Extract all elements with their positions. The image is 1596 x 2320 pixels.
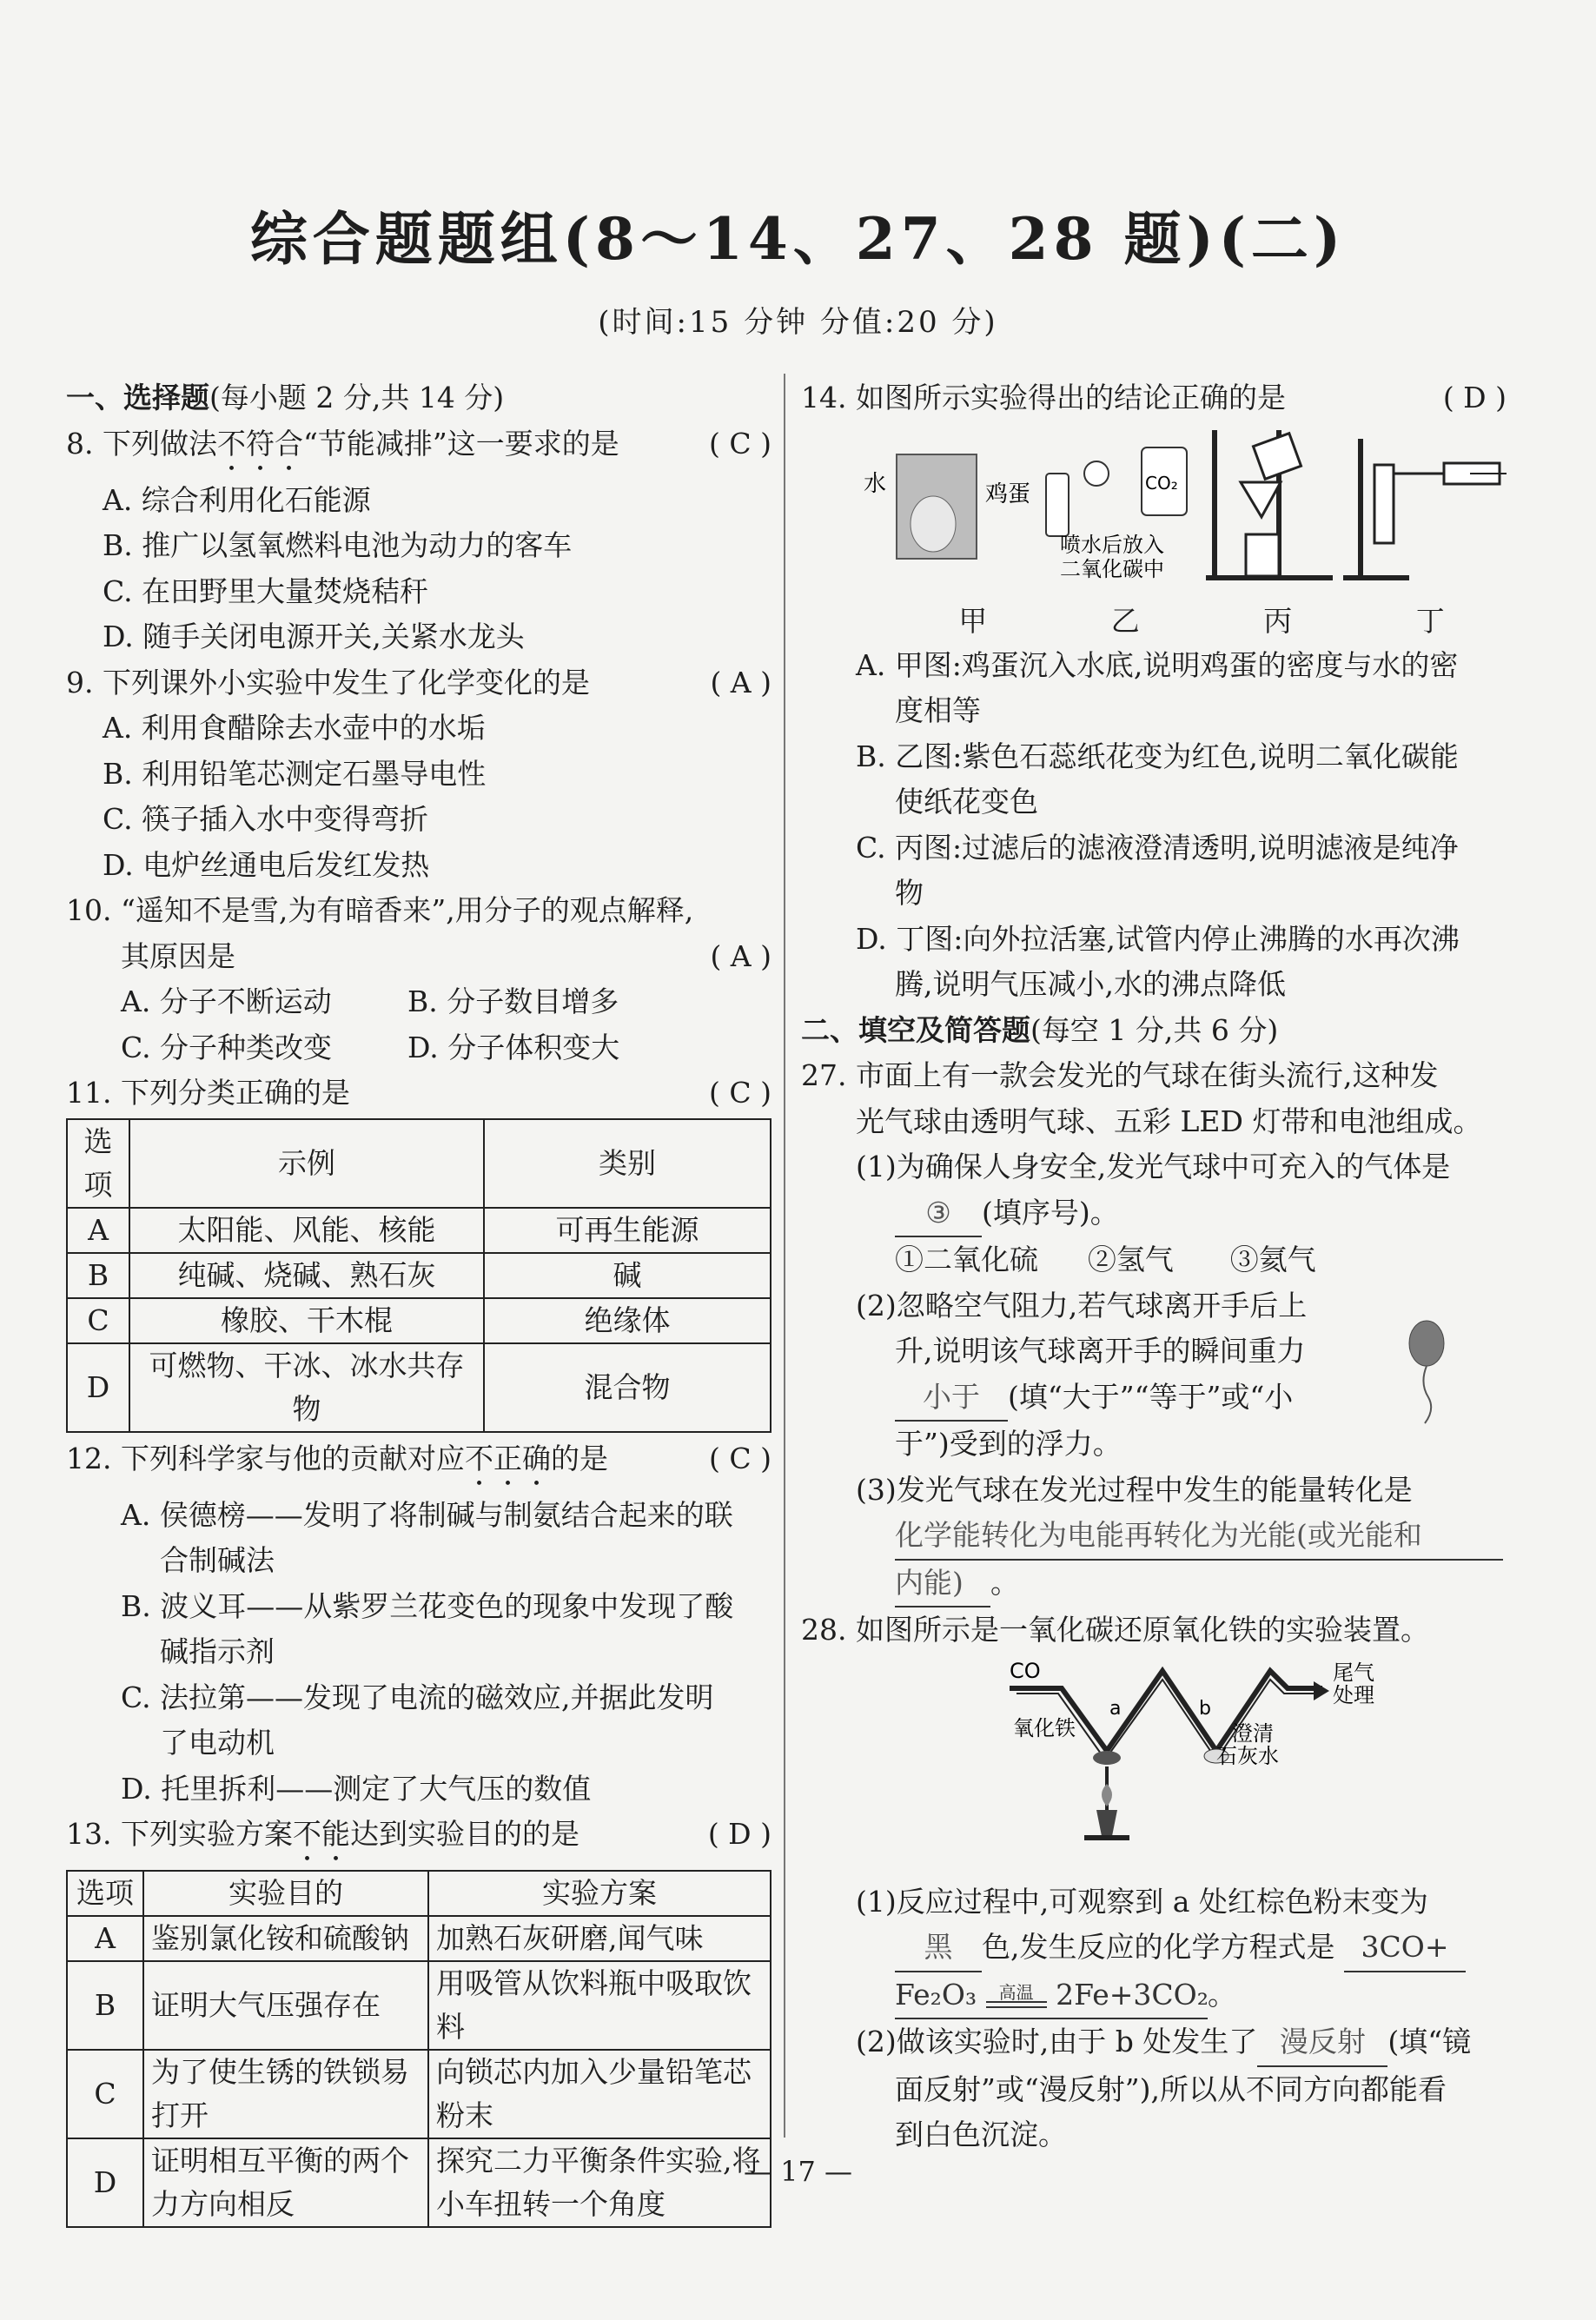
label-limewater-2: 石灰水: [1216, 1743, 1279, 1768]
question-27-part2: (2)忽略空气阻力,若气球离开手后上: [856, 1288, 1308, 1322]
question-10-option-c: C. 分子种类改变: [121, 1030, 333, 1064]
funnel-icon: [1241, 482, 1281, 517]
question-27-answer-2: 小于: [895, 1375, 1008, 1422]
table-header: 选项: [67, 1119, 129, 1208]
question-9-option-c: C. 筷子插入水中变得弯折: [103, 802, 429, 836]
co-reduction-apparatus: [801, 1654, 1507, 1879]
table-header: 示例: [129, 1119, 484, 1208]
question-28-part2: (2)做该实验时,由于 b 处发生了 漫反射 (填“镜: [801, 2019, 1507, 2067]
question-9-option-d: D. 电炉丝通电后发红发热: [103, 847, 430, 882]
figure-label-bing: 丙: [1263, 603, 1293, 638]
spray-bottle-icon: [1046, 474, 1069, 536]
question-14-option-c-cont: 物: [895, 876, 924, 910]
balloon-icon: [1401, 1314, 1453, 1427]
reaction-condition: 高温: [986, 1985, 1047, 2008]
question-11-table: [66, 1118, 772, 1433]
question-14-figure: [801, 421, 1507, 643]
question-8-option-d: D. 随手关闭电源开关,关紧水龙头: [103, 620, 525, 653]
label-spray-caption-2: 二氧化碳中: [1060, 556, 1164, 581]
figure-label-jia: 甲: [958, 603, 988, 638]
page-number: — 17 —: [743, 2155, 853, 2188]
table-row: A 太阳能、风能、核能 可再生能源: [67, 1208, 771, 1253]
question-27-stem: 27. 市面上有一款会发光的气球在街头流行,这种发: [801, 1058, 1439, 1092]
question-9-answer: ( A ): [710, 665, 772, 699]
question-14-stem: 14. 如图所示实验得出的结论正确的是 ( D ): [801, 375, 1507, 421]
question-28-part1-blank: 黑 色,发生反应的化学方程式是 3CO+: [801, 1925, 1507, 1972]
question-27-part1: (1)为确保人身安全,发光气球中可充入的气体是: [856, 1150, 1451, 1183]
figure-label-yi: 乙: [1110, 603, 1140, 638]
question-8-option-a: A. 综合利用化石能源: [103, 482, 371, 517]
flame-icon: [1102, 1784, 1112, 1806]
question-27-answer-1: ③: [895, 1190, 982, 1238]
question-9-option-a: A. 利用食醋除去水壶中的水垢: [103, 711, 486, 745]
figure-label-ding: 丁: [1415, 603, 1445, 638]
column-divider: [784, 374, 785, 2138]
question-14-answer: ( D ): [1442, 381, 1507, 414]
question-14-option-b-cont: 使纸花变色: [895, 785, 1038, 819]
question-27-part3-blank-cont: 内能) 。: [801, 1561, 1507, 1608]
question-28-part2-cont: 面反射”或“漫反射”),所以从不同方向都能看: [895, 2071, 1447, 2106]
question-27-answer-3-cont: 内能): [895, 1561, 990, 1608]
question-27-part2-end: 于”)受到的浮力。: [895, 1427, 1122, 1461]
question-28-part2-end: 到白色沉淀。: [895, 2118, 1067, 2151]
question-10-option-b: B. 分子数目增多: [407, 984, 619, 1018]
table-row: B 证明大气压强存在 用吸管从饮料瓶中吸取饮料: [67, 1961, 771, 2050]
table-header: 实验方案: [428, 1871, 771, 1916]
question-8-option-b: B. 推广以氢氧燃料电池为动力的客车: [103, 528, 573, 562]
alcohol-lamp-icon: [1096, 1810, 1117, 1836]
label-co2: CO₂: [1145, 472, 1178, 494]
label-a: a: [1109, 1697, 1122, 1720]
section-heading-2: 二、填空及简答题(每空 1 分,共 6 分): [801, 1012, 1279, 1047]
test-tube-icon: [1374, 465, 1394, 543]
question-12-option-b-cont: 碱指示剂: [160, 1634, 275, 1668]
table-row: D 证明相互平衡的两个力方向相反 探究二力平衡条件实验,将小车扭转一个角度: [67, 2138, 771, 2227]
question-12-option-a: A. 侯德榜——发明了将制碱与制氨结合起来的联: [121, 1497, 733, 1532]
question-12-option-d: D. 托里拆利——测定了大气压的数值: [121, 1771, 592, 1806]
table-header: 类别: [484, 1119, 771, 1208]
right-column: [801, 375, 1507, 2158]
question-12-stem: 12. 下列科学家与他的贡献对应不正确的是 ( C ): [66, 1436, 772, 1493]
egg-shape: [911, 496, 956, 552]
question-12-option-c: C. 法拉第——发现了电流的磁效应,并据此发明: [121, 1680, 714, 1714]
question-14-option-a: A. 甲图:鸡蛋沉入水底,说明鸡蛋的密度与水的密: [856, 647, 1459, 682]
question-14-option-a-cont: 度相等: [895, 693, 981, 727]
question-10-option-a: A. 分子不断运动: [121, 984, 332, 1018]
question-28-answer-3: 漫反射: [1257, 2019, 1387, 2067]
question-10-options-row1: [66, 979, 772, 1025]
question-14-option-c: C. 丙图:过滤后的滤液澄清透明,说明滤液是纯净: [856, 830, 1459, 865]
table-row: A 鉴别氯化铵和硫酸钠 加熟石灰研磨,闻气味: [67, 1916, 771, 1961]
question-9-stem: 9. 下列课外小实验中发生了化学变化的是 ( A ): [66, 660, 772, 706]
label-tail-gas: 尾气: [1333, 1660, 1374, 1685]
question-27-part3-blank: [801, 1513, 1507, 1561]
figure-labels: [801, 599, 1507, 645]
question-27-part2-cont: 升,说明该气球离开手的瞬间重力: [895, 1334, 1306, 1368]
question-13-stem: 13. 下列实验方案不能达到实验目的的是 ( D ): [66, 1812, 772, 1868]
question-12-answer: ( C ): [709, 1441, 772, 1475]
table-header: 实验目的: [143, 1871, 428, 1916]
label-co: CO: [1010, 1658, 1041, 1683]
table-row: B 纯碱、烧碱、熟石灰 碱: [67, 1253, 771, 1298]
label-iron-oxide: 氧化铁: [1013, 1715, 1076, 1740]
question-28-equation: Fe₂O₃ 高温 2Fe+3CO₂。: [801, 1972, 1507, 2020]
receiving-beaker-icon: [1246, 534, 1279, 576]
label-spray-caption: 喷水后放入: [1060, 532, 1164, 557]
page-title: 综合题题组(8～14、27、28 题)(二): [249, 205, 1347, 273]
question-8-option-c: C. 在田野里大量焚烧秸秆: [103, 573, 429, 608]
question-27-stem-cont: 光气球由透明气球、五彩 LED 灯带和电池组成。: [856, 1104, 1482, 1138]
experiment-diagram: [801, 421, 1507, 595]
question-28-part1: (1)反应过程中,可观察到 a 处红棕色粉末变为: [856, 1884, 1428, 1919]
table-header: 选项: [67, 1871, 143, 1916]
table-row: C 为了使生锈的铁锁易打开 向锁芯内加入少量铅笔芯粉末: [67, 2050, 771, 2138]
question-28-stem: 28. 如图所示是一氧化碳还原氧化铁的实验装置。: [801, 1613, 1429, 1647]
question-12-option-c-cont: 了电动机: [160, 1726, 275, 1760]
question-10-stem-cont: 其原因是 ( A ): [66, 934, 772, 980]
question-11-stem: 11. 下列分类正确的是 ( C ): [66, 1071, 772, 1117]
question-27-part1-options: ①二氧化硫 ②氢气 ③氦气: [895, 1243, 1316, 1276]
question-11-answer: ( C ): [709, 1076, 772, 1110]
question-8-stem: 8. 下列做法不符合“节能减排”这一要求的是 ( C ): [66, 421, 772, 478]
question-14-option-b: B. 乙图:紫色石蕊纸花变为红色,说明二氧化碳能: [856, 739, 1459, 773]
label-tail-gas-2: 处理: [1333, 1682, 1374, 1707]
question-10-stem: 10. “遥知不是雪,为有暗香来”,用分子的观点解释,: [66, 893, 694, 927]
question-27-part2-blank: 小于 (填“大于”“等于”或“小: [801, 1375, 1507, 1422]
question-28-figure: [801, 1654, 1507, 1879]
question-14-option-d-cont: 腾,说明气压减小,水的沸点降低: [895, 967, 1286, 1001]
question-27-part3: (3)发光气球在发光过程中发生的能量转化是: [856, 1472, 1413, 1507]
question-13-answer: ( D ): [707, 1817, 772, 1851]
section-heading-1: 一、选择题(每小题 2 分,共 14 分): [66, 381, 505, 414]
label-egg: 鸡蛋: [985, 481, 1031, 507]
label-b: b: [1199, 1697, 1211, 1720]
question-12-option-a-cont: 合制碱法: [160, 1543, 275, 1577]
label-water: 水: [864, 470, 887, 497]
question-27-answer-3: 化学能转化为电能再转化为光能(或光能和: [895, 1513, 1503, 1561]
left-column: [66, 375, 772, 2231]
tail-arrow-icon: [1314, 1681, 1329, 1700]
question-28-equation-part-1: 3CO+: [1344, 1925, 1466, 1972]
label-limewater: 澄清: [1232, 1720, 1274, 1746]
question-10-answer: ( A ): [710, 938, 772, 973]
iron-oxide-powder: [1093, 1751, 1121, 1765]
flower-icon: [1084, 461, 1109, 486]
question-10-option-d: D. 分子体积变大: [407, 1030, 620, 1064]
table-row: D 可燃物、干冰、冰水共存物 混合物: [67, 1343, 771, 1432]
question-28-answer-1: 黑: [895, 1925, 982, 1972]
question-28-answer-2: Fe₂O₃ 高温 2Fe+3CO₂: [895, 1972, 1208, 2020]
question-12-option-b: B. 波义耳——从紫罗兰花变色的现象中发现了酸: [121, 1588, 734, 1623]
question-9-option-b: B. 利用铅笔芯测定石墨导电性: [103, 756, 487, 791]
question-14-option-d: D. 丁图:向外拉活塞,试管内停止沸腾的水再次沸: [856, 921, 1460, 956]
question-27-part1-blank: ③ (填序号)。: [801, 1190, 1507, 1238]
question-10-options-row2: [66, 1025, 772, 1071]
page-subtitle: (时间:15 分钟 分值:20 分): [598, 305, 998, 340]
table-row: C 橡胶、干木棍 绝缘体: [67, 1298, 771, 1343]
question-8-answer: ( C ): [709, 426, 772, 461]
